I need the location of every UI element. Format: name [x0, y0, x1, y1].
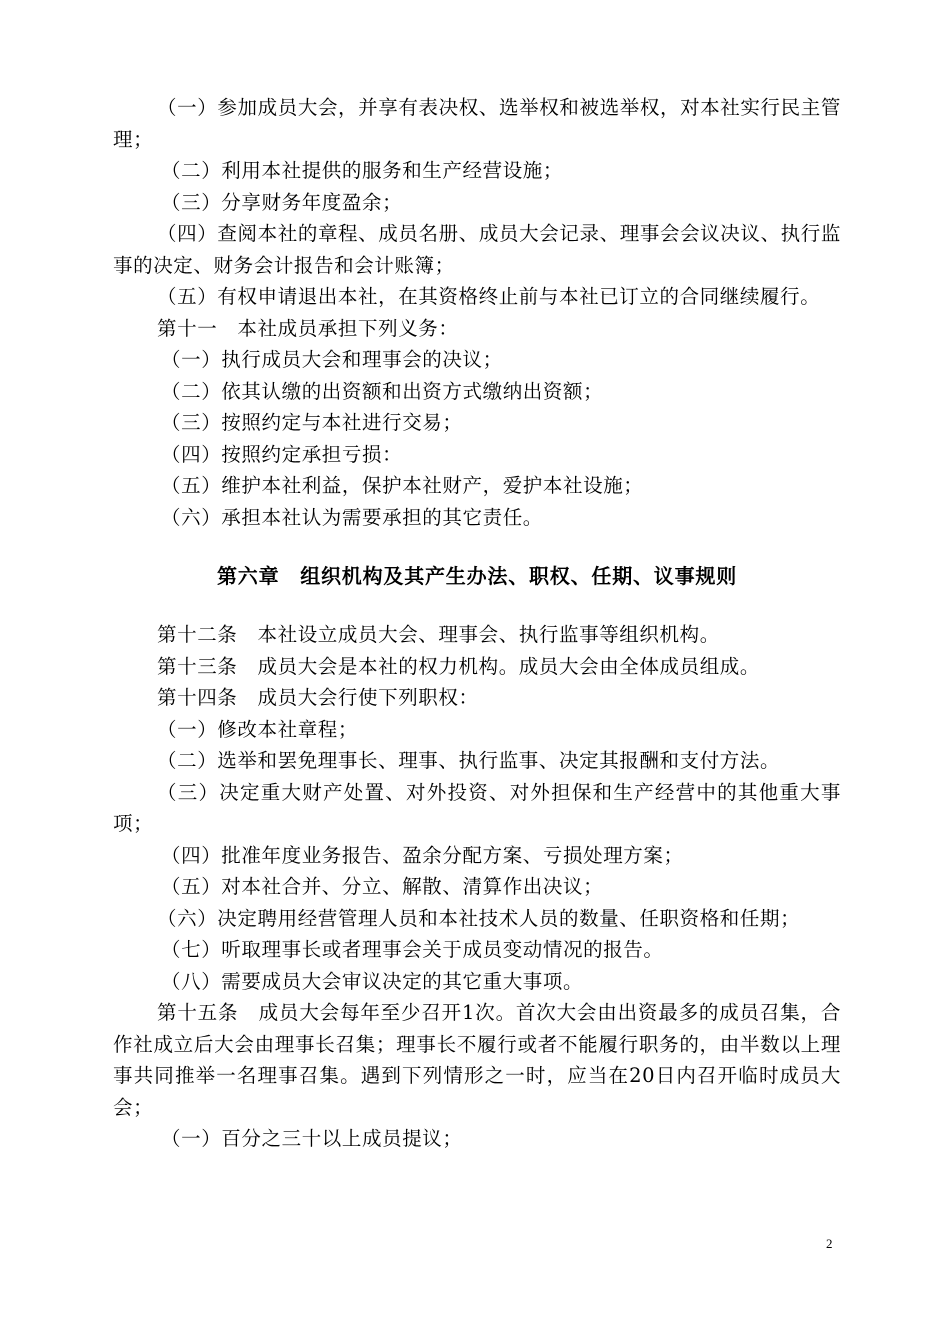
power-3: （三）决定重大财产处置、对外投资、对外担保和生产经营中的其他重大事项； [113, 780, 841, 835]
obligation-6: （六）承担本社认为需要承担的其它责任。 [161, 505, 543, 529]
obligation-4: （四）按照约定承担亏损： [161, 442, 403, 466]
power-7: （七）听取理事长或者理事会关于成员变动情况的报告。 [161, 938, 664, 961]
paragraph-right-3: （三）分享财务年度盈余； [161, 190, 403, 214]
paragraph-right-2: （二）利用本社提供的服务和生产经营设施； [161, 159, 564, 182]
power-1: （一）修改本社章程； [157, 717, 359, 741]
article-14-intro: 第十四条 成员大会行使下列职权： [157, 686, 479, 709]
article-11-intro: 第十一 本社成员承担下列义务： [157, 316, 459, 340]
obligation-5: （五）维护本社利益，保护本社财产，爱护本社设施； [161, 474, 644, 497]
article-13: 第十三条 成员大会是本社的权力机构。成员大会由全体成员组成。 [157, 654, 761, 678]
page-body [113, 92, 841, 1155]
article-12: 第十二条 本社设立成员大会、理事会、执行监事等组织机构。 [157, 623, 720, 646]
obligation-1: （一）执行成员大会和理事会的决议； [161, 348, 503, 371]
paragraph-right-5: （五）有权申请退出本社，在其资格终止前与本社已订立的合同继续履行。 [157, 285, 821, 308]
paragraph-right-4: （四）查阅本社的章程、成员名册、成员大会记录、理事会会议决议、执行监事的决定、财务会计报告和会计账簿； [113, 222, 841, 277]
page-number: 2 [826, 1236, 833, 1251]
power-4: （四）批准年度业务报告、盈余分配方案、亏损处理方案； [161, 843, 684, 867]
power-8: （八）需要成员大会审议决定的其它重大事项。 [161, 969, 584, 993]
paragraph-right-1: （一）参加成员大会，并享有表决权、选举权和被选举权，对本社实行民主管理； [113, 96, 841, 151]
obligation-2: （二）依其认缴的出资额和出资方式缴纳出资额； [161, 379, 604, 403]
meeting-condition-1: （一）百分之三十以上成员提议； [161, 1127, 463, 1150]
chapter-heading: 第六章 组织机构及其产生办法、职权、任期、议事规则 [217, 564, 737, 588]
power-5: （五）对本社合并、分立、解散、清算作出决议； [161, 875, 604, 898]
power-2: （二）选举和罢免理事长、理事、执行监事、决定其报酬和支付方法。 [157, 749, 781, 772]
article-15: 第十五条 成员大会每年至少召开1次。首次大会由出资最多的成员召集，合作社成立后大会由理事长召集；理事长不履行或者不能履行职务的，由半数以上理事共同推举一名理事召集。遇到下列情形之一时，应当在20日内召开临时成员大会； [113, 1001, 841, 1119]
obligation-3: （三）按照约定与本社进行交易； [161, 411, 463, 434]
power-6: （六）决定聘用经营管理人员和本社技术人员的数量、任职资格和任期； [157, 906, 801, 930]
